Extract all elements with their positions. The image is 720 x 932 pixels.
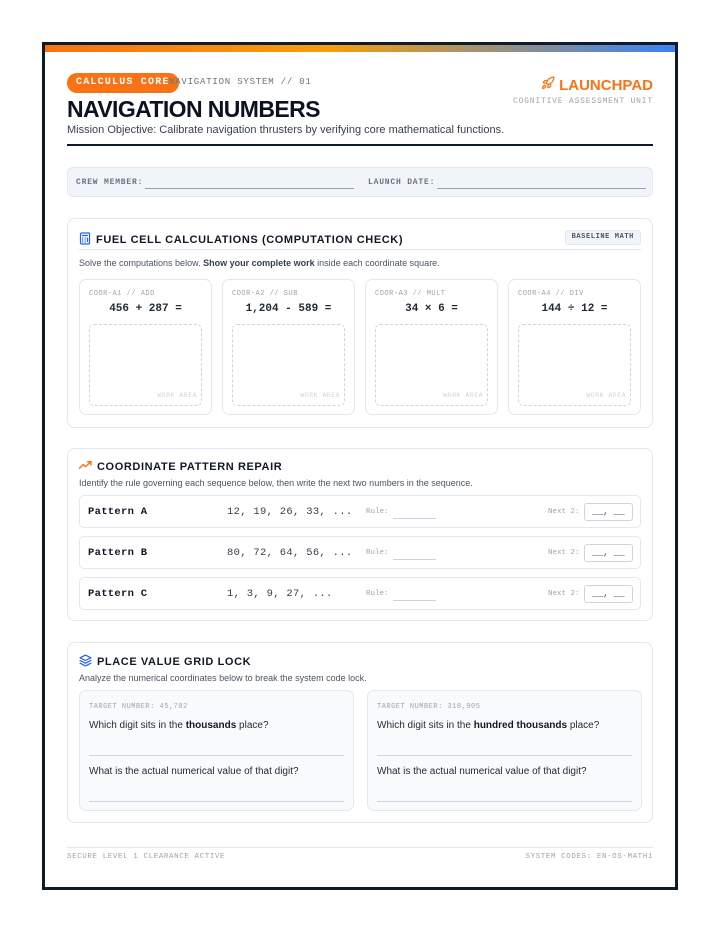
work-area-label: WORK AREA [300,392,340,399]
pattern-sequence: 12, 19, 26, 33, ... [227,506,353,518]
calc-cell-add [79,279,212,415]
work-area-label: WORK AREA [157,392,197,399]
answer-line[interactable] [89,755,344,756]
rule-answer-line[interactable] [393,518,436,519]
launch-date-label: LAUNCH DATE: [368,178,436,187]
calc-cell-div [508,279,641,415]
question-digit: Which digit sits in the thousands place? [89,720,269,731]
rule-label: Rule: [366,508,389,516]
next-two-answer-box[interactable]: __, __ [584,544,633,562]
fuel-cell-title: FUEL CELL CALCULATIONS (COMPUTATION CHECK) [96,234,404,246]
rocket-icon [541,76,555,94]
target-number: TARGET NUMBER: 45,782 [89,703,188,711]
cell-equation: 456 + 287 = [109,303,182,315]
place-value-card [79,690,354,811]
rule-label: Rule: [366,549,389,557]
pattern-repair-title: COORDINATE PATTERN REPAIR [97,460,283,473]
rule-answer-line[interactable] [393,600,436,601]
layers-icon [79,654,92,670]
baseline-math-badge: BASELINE MATH [565,230,641,245]
next-two-answer-box[interactable]: __, __ [584,503,633,521]
crew-member-label: CREW MEMBER: [76,178,144,187]
calculus-core-badge: CALCULUS CORE [67,73,179,93]
brand-name: LAUNCHPAD [559,76,653,94]
fuel-cell-section [67,218,653,428]
rule-label: Rule: [366,590,389,598]
next-label: Next 2: [548,508,580,516]
header-divider [67,144,653,146]
cell-code: COOR-A1 // ADD [89,290,155,298]
pattern-name: Pattern C [88,588,148,600]
pattern-sequence: 1, 3, 9, 27, ... [227,588,333,600]
calc-cell-sub [222,279,355,415]
work-area[interactable] [232,324,345,406]
answer-line[interactable] [377,755,632,756]
mission-objective: Mission Objective: Calibrate navigation thrusters by verifying core mathematical functions. [67,124,505,136]
cell-code: COOR-A3 // MULT [375,290,446,298]
pattern-repair-section [67,448,653,621]
next-label: Next 2: [548,549,580,557]
place-value-header [79,654,251,670]
work-area[interactable] [89,324,202,406]
answer-line[interactable] [89,801,344,802]
place-value-instructions: Analyze the numerical coordinates below to break the system code lock. [79,673,367,683]
place-value-title: PLACE VALUE GRID LOCK [97,656,252,668]
pattern-name: Pattern B [88,547,148,559]
cell-equation: 1,204 - 589 = [245,303,332,315]
brand-logo [541,76,653,94]
work-area-label: WORK AREA [586,392,626,399]
place-value-section [67,642,653,823]
next-label: Next 2: [548,590,580,598]
pattern-name: Pattern A [88,506,148,518]
pattern-row [79,536,641,569]
page-title: NAVIGATION NUMBERS [67,96,320,122]
rule-answer-line[interactable] [393,559,436,560]
brand-subtitle: COGNITIVE ASSESSMENT UNIT [512,97,653,106]
footer-divider [67,847,653,848]
calc-cell-mult [365,279,498,415]
crew-info-bar [67,167,653,197]
answer-line[interactable] [377,801,632,802]
pattern-row [79,495,641,528]
cell-code: COOR-A4 // DIV [518,290,584,298]
pattern-sequence: 80, 72, 64, 56, ... [227,547,353,559]
cell-equation: 144 ÷ 12 = [541,303,608,315]
crew-member-field[interactable] [145,188,354,189]
launch-date-field[interactable] [437,188,646,189]
cell-equation: 34 × 6 = [405,303,458,315]
pattern-row [79,577,641,610]
question-value: What is the actual numerical value of that digit? [89,766,299,777]
work-area[interactable] [375,324,488,406]
calculator-icon [79,232,91,248]
target-number: TARGET NUMBER: 318,905 [377,703,481,711]
gradient-top-bar [45,45,675,52]
pattern-instructions: Identify the rule governing each sequence below, then write the next two numbers in the sequence. [79,478,473,488]
navigation-system-label: NAVIGATION SYSTEM // 01 [169,77,312,87]
fuel-cell-header [79,232,403,248]
worksheet [42,42,678,890]
section-divider [79,249,641,250]
fuel-cell-instructions: Solve the computations below. Show your complete work inside each coordinate square. [79,258,440,268]
pattern-repair-header [79,460,282,473]
question-digit: Which digit sits in the hundred thousands place? [377,720,600,731]
work-area[interactable] [518,324,631,406]
footer-system-codes: SYSTEM CODES: EN-OS-MATH1 [525,853,653,861]
question-value: What is the actual numerical value of that digit? [377,766,587,777]
cell-code: COOR-A2 // SUB [232,290,298,298]
trending-up-icon [79,460,92,473]
work-area-label: WORK AREA [443,392,483,399]
footer-clearance: SECURE LEVEL 1 CLEARANCE ACTIVE [67,853,226,861]
place-value-card [367,690,642,811]
next-two-answer-box[interactable]: __, __ [584,585,633,603]
